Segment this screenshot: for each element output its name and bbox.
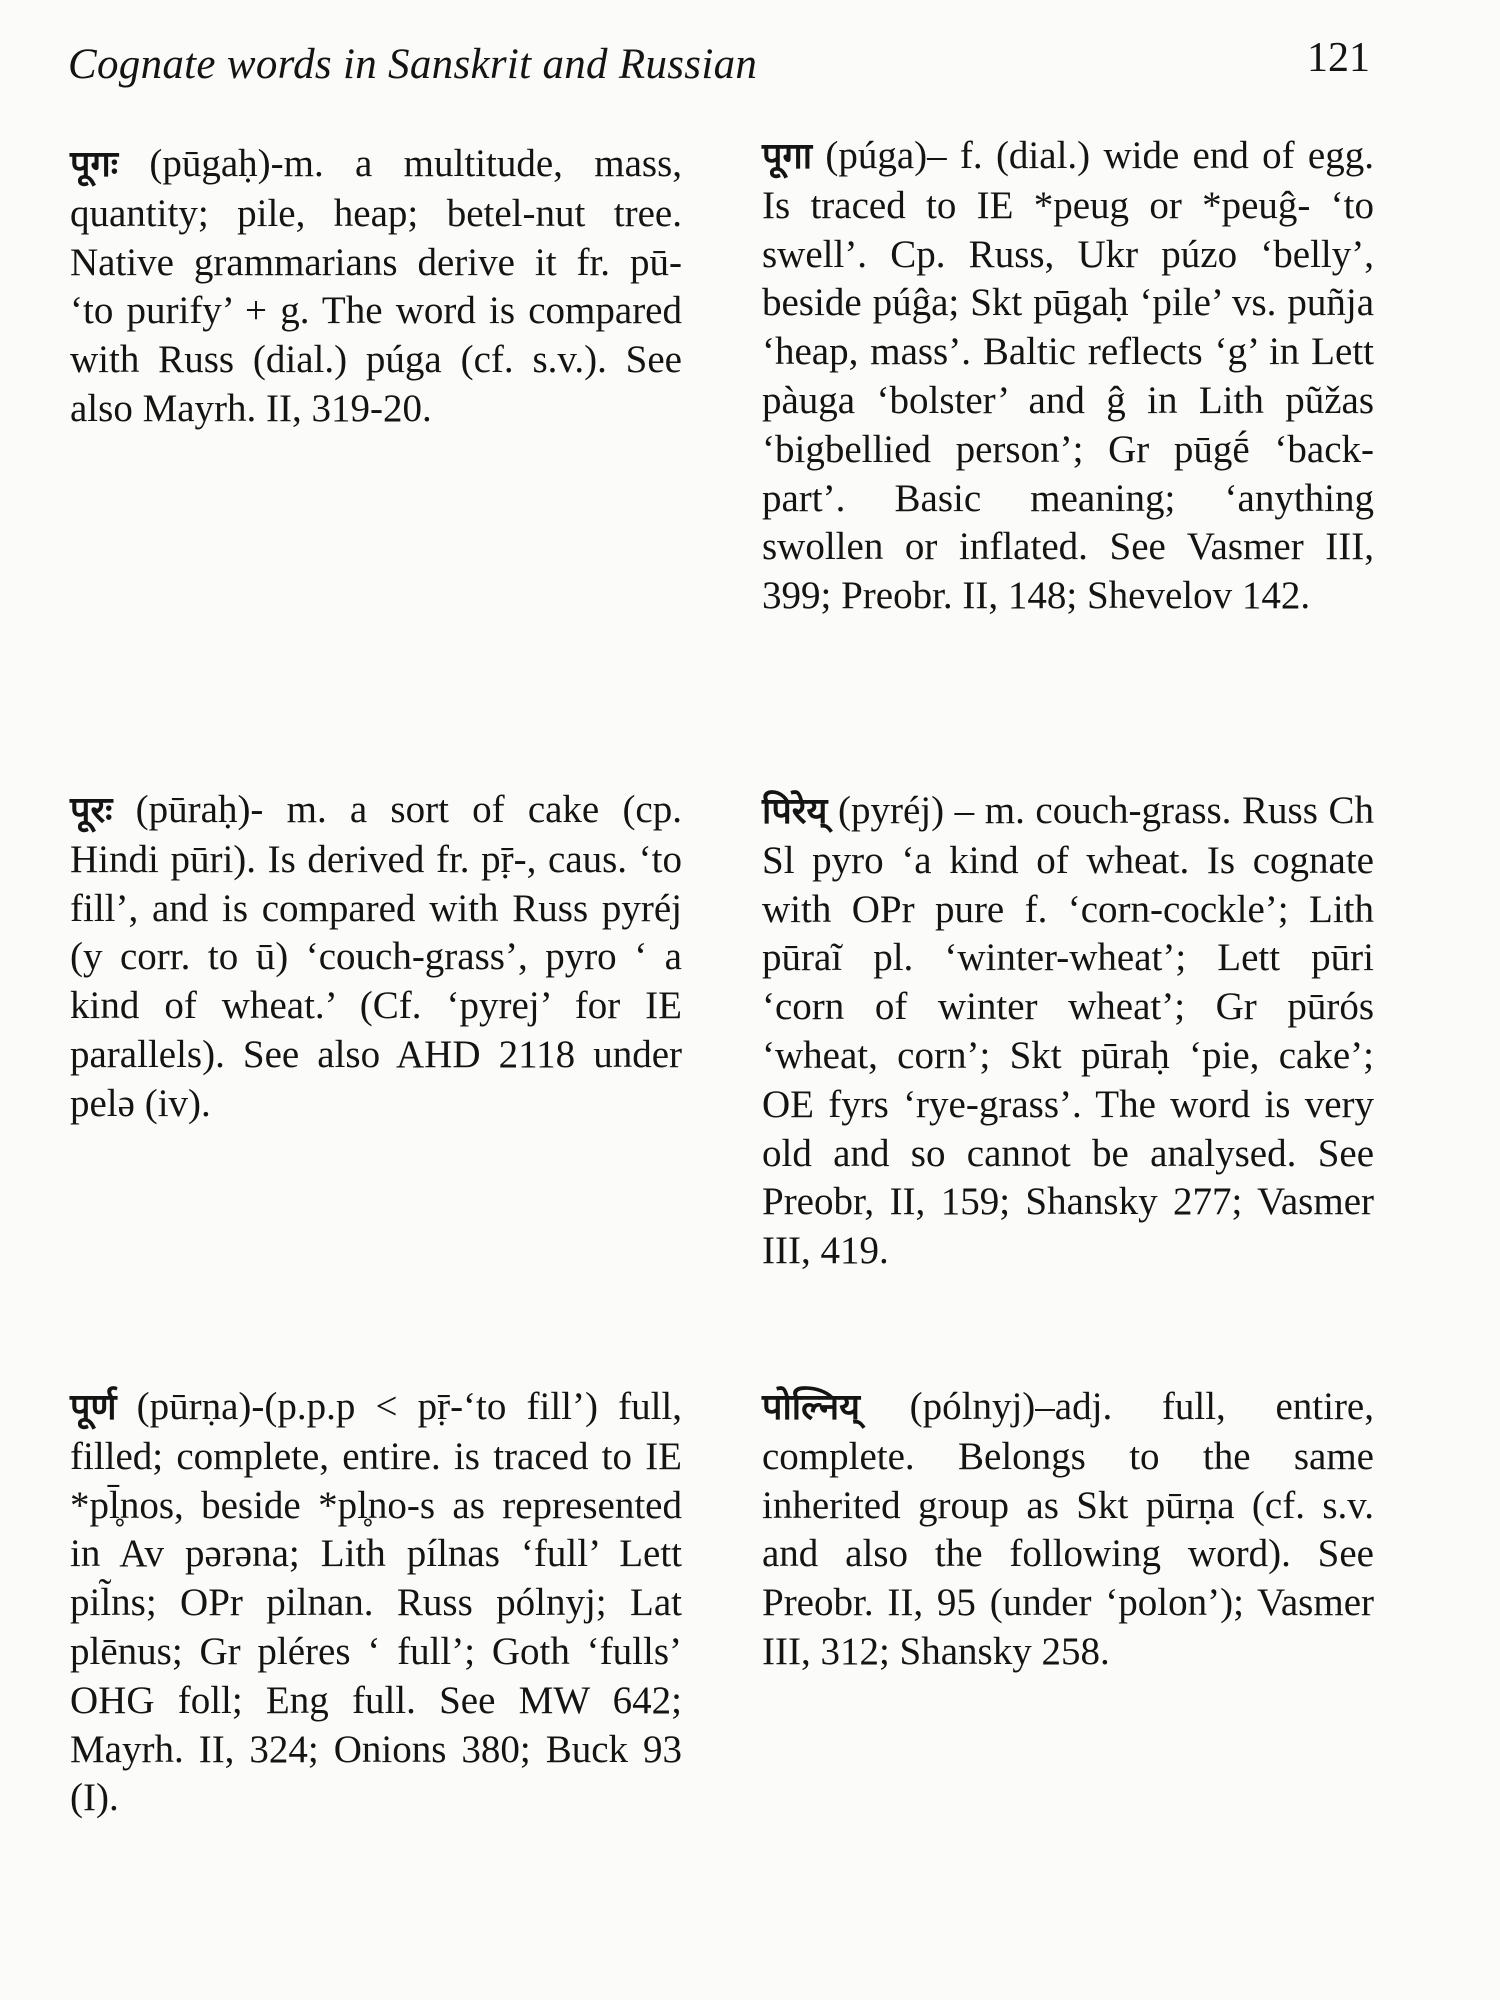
entry-headword: पूगा	[762, 136, 813, 177]
entry-text: (pūraḥ)- m. a sort of cake (cp. Hindi pūri). Is derived fr. pṝ-, caus. ‘to fill’, and is compared with Russ pyréj (y corr. to ū) ‘couch-grass’, pyro ‘ a kind of wheat.’ (Cf. ‘pyrej’ for IE parallels). See also AHD 2118 under pelə (iv).	[70, 788, 682, 1125]
running-title: Cognate words in Sanskrit and Russian	[68, 41, 758, 88]
dictionary-entry-pugah	[70, 140, 682, 434]
dictionary-entry-puga	[762, 132, 1374, 621]
entry-text: (pūgaḥ)-m. a multitude, mass, quantity; pile, heap; betel-nut tree. Native grammarians derive it fr. pū- ‘to purify’ + g. The word is compared with Russ (dial.) púga (cf. s.v.). See also Mayrh. II, 319-20.	[70, 142, 682, 430]
entry-text: (púga)– f. (dial.) wide end of egg. Is traced to IE *peug or *peuĝ- ‘to swell’. Cp. Russ, Ukr púzo ‘belly’, beside púĝa; Skt pūgaḥ ‘pile’ vs. puñja ‘heap, mass’. Baltic reflects ‘g’ in Lett pàuga ‘bolster’ and ĝ in Lith pũžas ‘bigbellied person’; Gr pūgḗ ‘back-part’. Basic meaning; ‘anything swollen or inflated. See Vasmer III, 399; Preobr. II, 148; Shevelov 142.	[762, 134, 1374, 618]
dictionary-entry-polnyj	[762, 1383, 1374, 1677]
entry-headword: पोल्निय्	[762, 1387, 860, 1428]
entry-headword: पूर्ण	[70, 1387, 117, 1428]
dictionary-entry-purna	[70, 1383, 682, 1823]
page-number: 121	[1307, 35, 1370, 81]
entry-headword: पिरेय्	[762, 791, 828, 832]
dictionary-entry-purah	[70, 786, 682, 1129]
entry-headword: पूरः	[70, 790, 113, 831]
dictionary-entry-pyrej	[762, 787, 1374, 1276]
entry-headword: पूगः	[70, 144, 118, 185]
page-header	[68, 30, 1370, 100]
entry-text: (pyréj) – m. couch-grass. Russ Ch Sl pyro ‘a kind of wheat. Is cognate with OPr pure f. ‘corn-cockle’; Lith pūraĩ pl. ‘winter-wheat’; Lett pūri ‘corn of winter wheat’; Gr pūrós ‘wheat, corn’; Skt pūraḥ ‘pie, cake’; OE fyrs ‘rye-grass’. The word is very old and so cannot be analysed. See Preobr, II, 159; Shansky 277; Vasmer III, 419.	[762, 789, 1374, 1273]
entry-text: (pólnyj)–adj. full, entire, complete. Belongs to the same inherited group as Skt pūrṇa (cf. s.v. and also the following word). See Preobr. II, 95 (under ‘polon’); Vasmer III, 312; Shansky 258.	[762, 1385, 1374, 1673]
entry-text: (pūrṇa)-(p.p.p < pṝ-‘to fill’) full, filled; complete, entire. is traced to IE *pl̥̄nos, beside *pl̥no-s as represented in Av pərəna; Lith pílnas ‘full’ Lett pil̃ns; OPr pilnan. Russ pólnyj; Lat plēnus; Gr pléres ‘ full’; Goth ‘fulls’ OHG foll; Eng full. See MW 642; Mayrh. II, 324; Onions 380; Buck 93 (I).	[70, 1385, 682, 1820]
